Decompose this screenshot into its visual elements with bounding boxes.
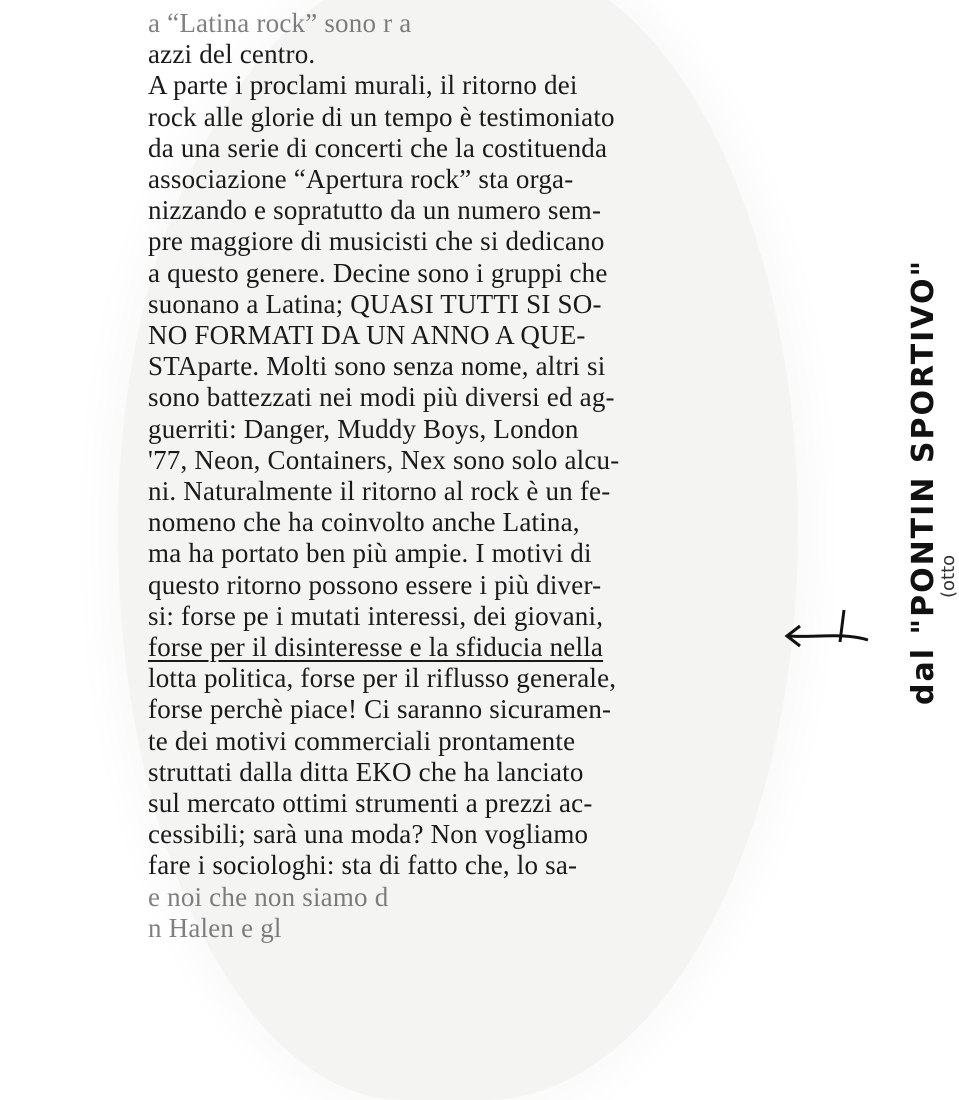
article-line: e noi che non siamo d bbox=[148, 881, 389, 912]
article-line: ma ha portato ben più ampie. I motivi di bbox=[148, 538, 592, 569]
article-line: n Halen e gl bbox=[148, 912, 282, 943]
article-line: A parte i proclami murali, il ritorno dei bbox=[148, 70, 578, 101]
article-line: pre maggiore di musicisti che si dedicano bbox=[148, 226, 605, 257]
article-line: si: forse pe i mutati interessi, dei giovani, bbox=[148, 600, 604, 631]
article-line: questo ritorno possono essere i più diver- bbox=[148, 569, 602, 600]
handwritten-small-note: (otto bbox=[938, 554, 959, 598]
article-text bbox=[148, 8, 748, 944]
article-line: ni. Naturalmente il ritorno al rock è un fe- bbox=[148, 476, 611, 507]
article-line: forse per il disinteresse e la sfiducia nella bbox=[148, 632, 604, 663]
article-line: te dei motivi commerciali prontamente bbox=[148, 725, 576, 756]
article-line: forse perchè piace! Ci saranno sicuramen- bbox=[148, 694, 612, 725]
article-line: fare i sociologhi: sta di fatto che, lo sa- bbox=[148, 850, 578, 881]
article-line: rock alle glorie di un tempo è testimoniato bbox=[148, 101, 615, 132]
article-line: sul mercato ottimi strumenti a prezzi ac- bbox=[148, 788, 593, 819]
article-line: cessibili; sarà una moda? Non vogliamo bbox=[148, 819, 589, 850]
article-line: nomeno che ha coinvolto anche Latina, bbox=[148, 507, 580, 538]
article-line: nizzando e sopratutto da un numero sem- bbox=[148, 195, 602, 226]
article-line: lotta politica, forse per il riflusso generale, bbox=[148, 663, 617, 694]
article-line: suonano a Latina; QUASI TUTTI SI SO- bbox=[148, 288, 602, 319]
article-line: struttati dalla ditta EKO che ha lanciato bbox=[148, 756, 584, 787]
article-line: sono battezzati nei modi più diversi ed ag- bbox=[148, 382, 615, 413]
arrow-icon bbox=[782, 602, 872, 650]
article-line: a “Latina rock” sono r a bbox=[148, 8, 412, 38]
article-line: associazione “Apertura rock” sta orga- bbox=[148, 164, 574, 195]
article-line: STAparte. Molti sono senza nome, altri si bbox=[148, 351, 606, 382]
handwritten-source-note: dal "PONTIN SPORTIVO" bbox=[906, 258, 941, 705]
article-line: da una serie di concerti che la costituenda bbox=[148, 132, 608, 163]
article-line: guerriti: Danger, Muddy Boys, London bbox=[148, 413, 579, 444]
article-line: '77, Neon, Containers, Nex sono solo alcu- bbox=[148, 444, 620, 475]
article-line: NO FORMATI DA UN ANNO A QUE- bbox=[148, 320, 586, 351]
article-line: a questo genere. Decine sono i gruppi che bbox=[148, 257, 608, 288]
article-line: azzi del centro. bbox=[148, 39, 316, 70]
